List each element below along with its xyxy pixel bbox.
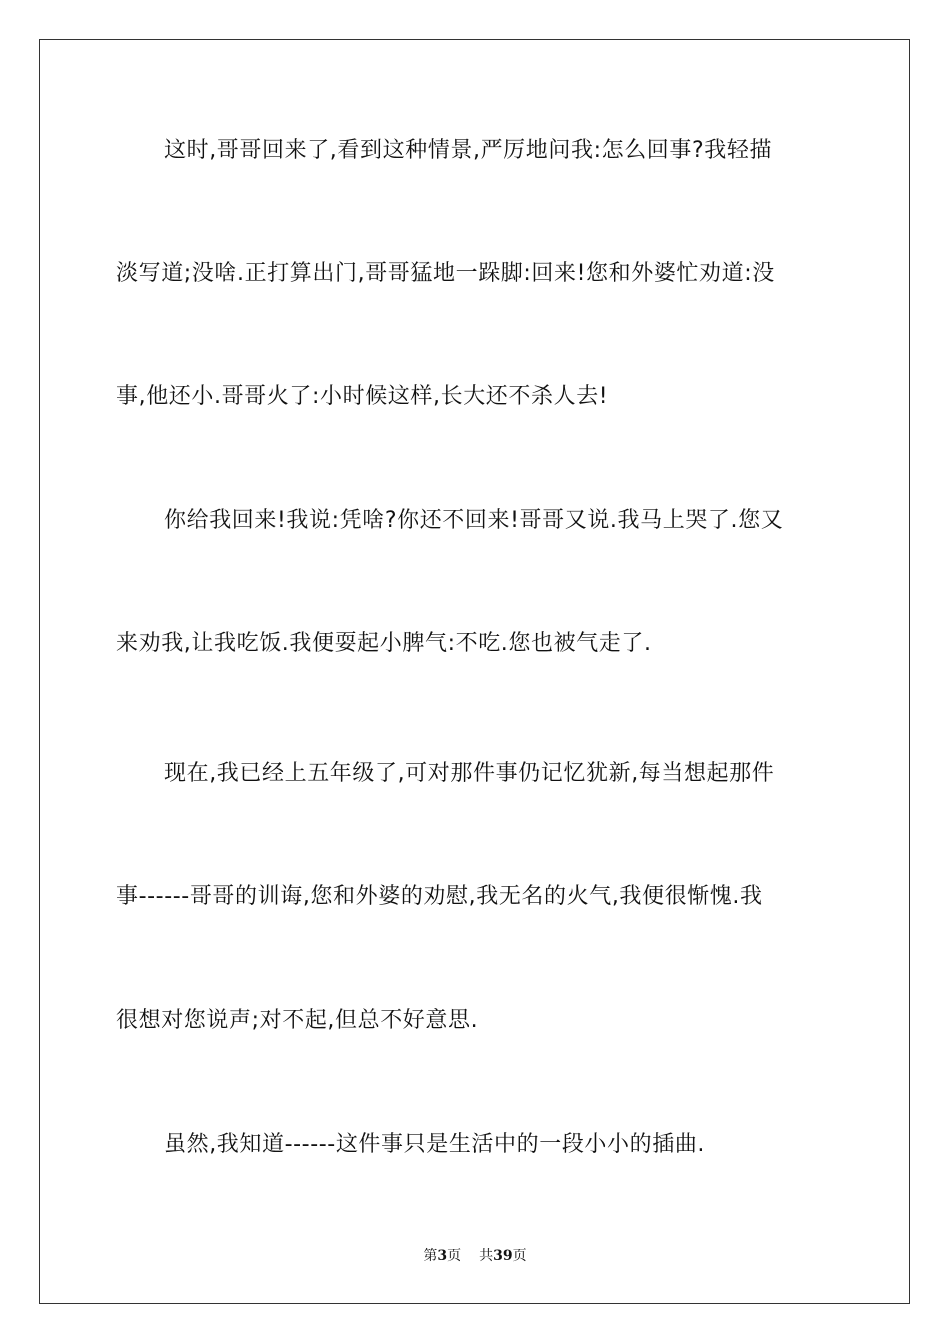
page-suffix: 页 <box>447 1248 462 1264</box>
text-line: 这时,哥哥回来了,看到这种情景,严厉地问我:怎么回事?我轻描 <box>164 138 773 163</box>
text-line: 来劝我,让我吃饭.我便耍起小脾气:不吃.您也被气走了. <box>116 631 652 656</box>
total-pages: 39 <box>493 1248 513 1264</box>
text-line: 现在,我已经上五年级了,可对那件事仍记忆犹新,每当想起那件 <box>164 761 775 786</box>
text-line: 事------哥哥的训诲,您和外婆的劝慰,我无名的火气,我便很惭愧.我 <box>116 884 763 909</box>
text-line: 很想对您说声;对不起,但总不好意思. <box>116 1008 479 1033</box>
text-line: 淡写道;没啥.正打算出门,哥哥猛地一跺脚:回来!您和外婆忙劝道:没 <box>116 261 775 286</box>
text-line: 你给我回来!我说:凭啥?你还不回来!哥哥又说.我马上哭了.您又 <box>164 508 784 533</box>
text-line: 事,他还小.哥哥火了:小时候这样,长大还不杀人去! <box>116 384 609 409</box>
page-prefix: 第 <box>423 1248 438 1264</box>
total-prefix: 共 <box>479 1248 494 1264</box>
page-footer <box>0 1247 950 1265</box>
page-number: 3 <box>437 1248 448 1264</box>
text-line: 虽然,我知道------这件事只是生活中的一段小小的插曲. <box>164 1132 706 1157</box>
total-suffix: 页 <box>512 1248 527 1264</box>
